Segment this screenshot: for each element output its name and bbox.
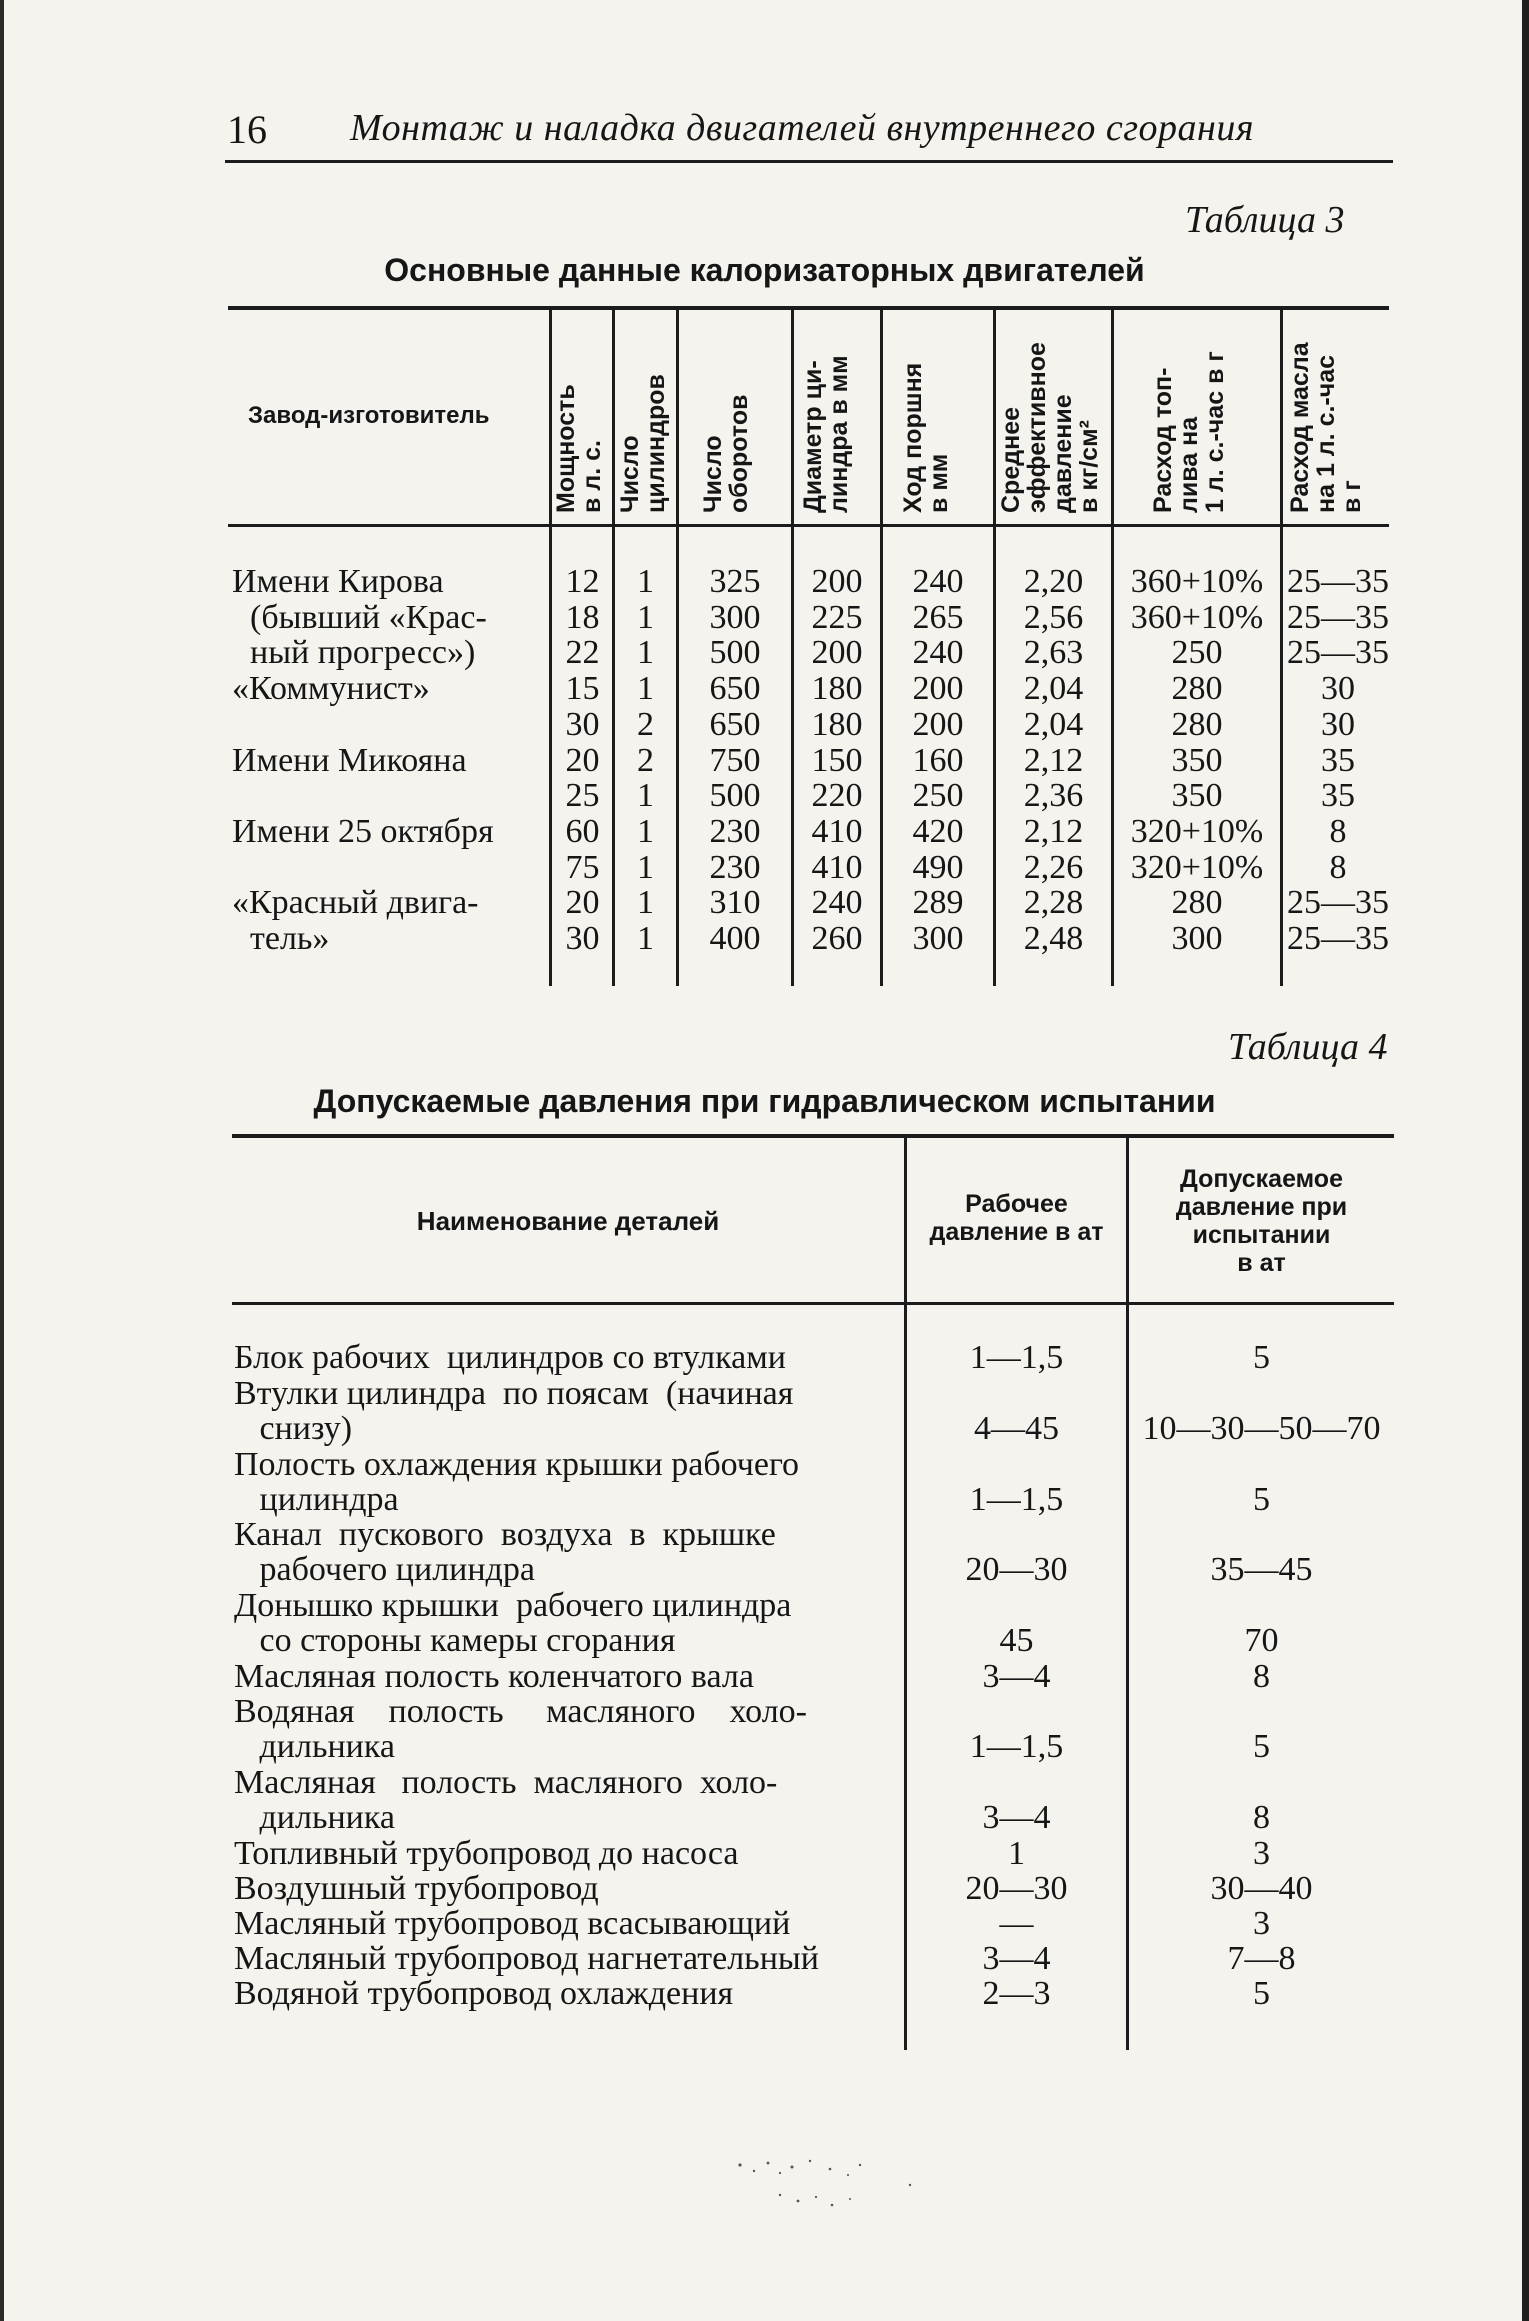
table4-test: 10—30—50—70 bbox=[1142, 1410, 1381, 1447]
manufacturer-line: «Коммунист» bbox=[232, 670, 430, 708]
table3-cell-oil: 25—35 bbox=[1287, 884, 1389, 922]
table3-cell-stroke: 240 bbox=[912, 634, 964, 672]
table4-part: Водяной трубопровод охлаждения bbox=[234, 1975, 734, 2012]
table3-cell-stroke: 420 bbox=[912, 812, 964, 850]
table4-working: 1—1,5 bbox=[969, 1481, 1064, 1518]
table3-cell-fuel: 320+10% bbox=[1130, 848, 1264, 886]
table3-cell-oil: 30 bbox=[1321, 670, 1355, 708]
table3-cell-pressure: 2,04 bbox=[1023, 670, 1084, 708]
table3-title: Основные данные калоризаторных двигателей bbox=[384, 252, 1145, 288]
manufacturer-line: Имени 25 октября bbox=[232, 812, 494, 850]
table3-cell-fuel: 280 bbox=[1171, 705, 1223, 743]
table3-header-oil: Расход масла на 1 л. с.-час в г bbox=[1286, 342, 1366, 513]
table3-header-rule bbox=[228, 524, 1389, 527]
table3-header-pressure: Среднее эффективное давление в кг/см² bbox=[997, 342, 1103, 513]
table4-test: 3 bbox=[1253, 1835, 1270, 1872]
table3-cell-fuel: 350 bbox=[1171, 741, 1223, 779]
table4-part: Донышко крышки рабочего цилиндра со стороны камеры сгорания bbox=[234, 1587, 792, 1659]
table3-cell-power: 30 bbox=[565, 920, 600, 957]
table3-label: Таблица 3 bbox=[1185, 199, 1345, 241]
table4-part: Полость охлаждения крышки рабочего цилиндра bbox=[234, 1446, 800, 1518]
table3-cell-fuel: 350 bbox=[1171, 777, 1223, 815]
table4-test: 8 bbox=[1253, 1658, 1270, 1695]
table3-cell-rpm: 300 bbox=[709, 598, 761, 636]
table3-cell-cylinders: 1 bbox=[637, 670, 654, 708]
table4-working: 1 bbox=[1008, 1835, 1025, 1872]
manufacturer-line: ный прогресс») bbox=[250, 634, 476, 672]
table4-working: 20—30 bbox=[965, 1551, 1068, 1588]
table4-test: 30—40 bbox=[1210, 1870, 1313, 1907]
table3-cell-fuel: 300 bbox=[1171, 920, 1223, 957]
table3-cell-stroke: 289 bbox=[912, 884, 964, 922]
table3-cell-stroke: 240 bbox=[912, 563, 964, 600]
table4-header-part: Наименование деталей bbox=[416, 1206, 720, 1236]
table3-cell-rpm: 500 bbox=[709, 777, 761, 815]
table3-cell-power: 18 bbox=[565, 598, 600, 636]
table3-cell-pressure: 2,63 bbox=[1023, 634, 1084, 672]
manufacturer-line: Имени Кирова bbox=[232, 563, 444, 600]
table4-working: — bbox=[999, 1905, 1034, 1942]
page-edge-left bbox=[0, 0, 4, 2321]
table4-test: 7—8 bbox=[1227, 1940, 1296, 1977]
table4-working: 1—1,5 bbox=[969, 1728, 1064, 1765]
table3-cell-fuel: 360+10% bbox=[1130, 563, 1264, 600]
table3-cell-oil: 35 bbox=[1321, 741, 1355, 779]
table3-cell-bore: 150 bbox=[811, 741, 863, 779]
table4-part: Воздушный трубопровод bbox=[234, 1870, 599, 1907]
table4-part: Топливный трубопровод до насоса bbox=[234, 1835, 739, 1872]
table4-header-test: Допускаемое давление при испытании в ат bbox=[1175, 1165, 1348, 1277]
table3-cell-oil: 8 bbox=[1329, 848, 1347, 886]
page-header bbox=[225, 100, 1393, 163]
table4-test: 70 bbox=[1244, 1622, 1279, 1659]
manufacturer-line: тель» bbox=[250, 920, 330, 957]
table3-cell-cylinders: 1 bbox=[637, 920, 654, 957]
table4-header-working: Рабочее давление в ат bbox=[929, 1190, 1104, 1246]
table4-working: 3—4 bbox=[982, 1658, 1051, 1695]
table3-header-manufacturer: Завод-изготовитель bbox=[248, 402, 490, 429]
table3-cell-stroke: 200 bbox=[912, 670, 964, 708]
table3-cell-fuel: 250 bbox=[1171, 634, 1223, 672]
table4-test: 5 bbox=[1253, 1975, 1270, 2012]
table3-cell-bore: 225 bbox=[811, 598, 863, 636]
table3-cell-rpm: 310 bbox=[709, 884, 761, 922]
table3-cell-rpm: 500 bbox=[709, 634, 761, 672]
table4-part: Водяная полость масляного холо- дильника bbox=[234, 1693, 807, 1765]
table3-cell-stroke: 490 bbox=[912, 848, 964, 886]
table4-test: 8 bbox=[1253, 1799, 1270, 1836]
table3-cell-power: 25 bbox=[565, 777, 600, 815]
table3-cell-pressure: 2,12 bbox=[1023, 741, 1084, 779]
table3-cell-fuel: 280 bbox=[1171, 884, 1223, 922]
table4-part: Канал пускового воздуха в крышке рабочего цилиндра bbox=[234, 1516, 776, 1588]
table3-cell-bore: 410 bbox=[811, 812, 863, 850]
table3-cell-cylinders: 1 bbox=[637, 848, 654, 886]
table3-cell-power: 75 bbox=[565, 848, 600, 886]
table3-cell-power: 20 bbox=[565, 741, 600, 779]
table3-cell-rpm: 750 bbox=[709, 741, 761, 779]
table3-cell-cylinders: 2 bbox=[637, 705, 654, 743]
table3-cell-rpm: 230 bbox=[709, 812, 761, 850]
table3-cell-cylinders: 1 bbox=[637, 563, 654, 600]
table3-cell-rpm: 230 bbox=[709, 848, 761, 886]
table3-cell-fuel: 320+10% bbox=[1130, 812, 1264, 850]
page-edge-right bbox=[1522, 0, 1529, 2321]
table4-label: Таблица 4 bbox=[1228, 1026, 1388, 1068]
table3-cell-oil: 30 bbox=[1321, 705, 1355, 743]
page-number: 16 bbox=[227, 107, 267, 152]
table4-working: 2—3 bbox=[982, 1975, 1051, 2012]
table3-cell-bore: 200 bbox=[811, 634, 863, 672]
table3-cell-oil: 35 bbox=[1321, 777, 1355, 815]
table3-cell-cylinders: 2 bbox=[637, 741, 654, 779]
table4-test: 5 bbox=[1253, 1728, 1270, 1765]
table3-cell-bore: 200 bbox=[811, 563, 863, 600]
table3-cell-oil: 25—35 bbox=[1287, 598, 1389, 636]
table3-header-rpm: Число оборотов bbox=[699, 394, 753, 513]
table3-cell-power: 12 bbox=[565, 563, 600, 600]
table3-header-cylinders: Число цилиндров bbox=[616, 374, 670, 513]
table3-cell-stroke: 200 bbox=[912, 705, 964, 743]
table3-cell-bore: 180 bbox=[811, 705, 863, 743]
table3-cell-power: 20 bbox=[565, 884, 600, 922]
table4-header-rule bbox=[232, 1302, 1394, 1305]
table3-cell-pressure: 2,20 bbox=[1023, 563, 1084, 600]
table3-cell-cylinders: 1 bbox=[637, 634, 654, 672]
table4-part: Масляный трубопровод нагнетательный bbox=[234, 1940, 819, 1977]
table3-cell-power: 30 bbox=[565, 705, 600, 743]
running-title: Монтаж и наладка двигателей внутреннего сгорания bbox=[350, 107, 1255, 149]
table3-cell-pressure: 2,26 bbox=[1023, 848, 1084, 886]
table3-cell-oil: 25—35 bbox=[1287, 920, 1389, 957]
table4-working: 3—4 bbox=[982, 1940, 1051, 1977]
table3-cell-bore: 180 bbox=[811, 670, 863, 708]
table4-title: Допускаемые давления при гидравлическом испытании bbox=[313, 1083, 1216, 1119]
table4-part: Масляный трубопровод всасывающий bbox=[234, 1905, 791, 1942]
table3-cell-oil: 8 bbox=[1329, 812, 1347, 850]
table3-cell-bore: 240 bbox=[811, 884, 863, 922]
manufacturer-line: «Красный двига- bbox=[232, 884, 479, 922]
table3-cell-rpm: 325 bbox=[709, 563, 761, 600]
table3-cell-bore: 220 bbox=[811, 777, 863, 815]
table3-cell-pressure: 2,28 bbox=[1023, 884, 1084, 922]
table3-cell-stroke: 160 bbox=[912, 741, 964, 779]
table3-cell-oil: 25—35 bbox=[1287, 634, 1389, 672]
table4-test: 3 bbox=[1253, 1905, 1270, 1942]
table3-cell-stroke: 250 bbox=[912, 777, 964, 815]
table4-part: Масляная полость коленчатого вала bbox=[234, 1658, 754, 1695]
table4-working: 45 bbox=[999, 1622, 1034, 1659]
table3-header-fuel: Расход топ- лива на 1 л. с.-час в г bbox=[1149, 351, 1229, 513]
table4-test: 5 bbox=[1253, 1481, 1270, 1518]
table4-test: 35—45 bbox=[1210, 1551, 1313, 1588]
table3-cell-power: 60 bbox=[565, 812, 600, 850]
table3-cell-stroke: 265 bbox=[912, 598, 964, 636]
table4-part: Втулки цилиндра по поясам (начиная снизу) bbox=[234, 1375, 794, 1447]
table4-part: Блок рабочих цилиндров со втулками bbox=[234, 1339, 786, 1376]
table4-top-rule bbox=[232, 1134, 1394, 1138]
table3-cell-bore: 260 bbox=[811, 920, 863, 957]
table3-cell-oil: 25—35 bbox=[1287, 563, 1389, 600]
table4-working: 4—45 bbox=[974, 1410, 1059, 1447]
table3-cell-rpm: 650 bbox=[709, 705, 761, 743]
table3-cell-cylinders: 1 bbox=[637, 598, 654, 636]
table3-cell-pressure: 2,04 bbox=[1023, 705, 1084, 743]
table3-cell-power: 15 bbox=[565, 670, 600, 708]
table3-cell-cylinders: 1 bbox=[637, 812, 654, 850]
table3-cell-stroke: 300 bbox=[912, 920, 964, 957]
table3-cell-pressure: 2,48 bbox=[1023, 920, 1084, 957]
table3-cell-rpm: 400 bbox=[709, 920, 761, 957]
table4-working: 20—30 bbox=[965, 1870, 1068, 1907]
table3-cell-power: 22 bbox=[565, 634, 600, 672]
table3-header-power: Мощность в л. с. bbox=[552, 384, 606, 513]
table3-cell-pressure: 2,12 bbox=[1023, 812, 1084, 850]
table3-cell-cylinders: 1 bbox=[637, 777, 654, 815]
table4-part: Масляная полость масляного холо- дильника bbox=[234, 1764, 778, 1836]
table3-cell-fuel: 280 bbox=[1171, 670, 1223, 708]
table3-cell-pressure: 2,56 bbox=[1023, 598, 1084, 636]
table3-cell-fuel: 360+10% bbox=[1130, 598, 1264, 636]
table3-cell-cylinders: 1 bbox=[637, 884, 654, 922]
print-specks bbox=[720, 2145, 970, 2225]
table4-working: 3—4 bbox=[982, 1799, 1051, 1836]
table3-header-bore: Диаметр ци- линдра в мм bbox=[799, 355, 853, 513]
table3-cell-rpm: 650 bbox=[709, 670, 761, 708]
manufacturer-line: (бывший «Крас- bbox=[250, 598, 487, 636]
table3-top-rule bbox=[228, 306, 1389, 310]
table3-header-stroke: Ход поршня в мм bbox=[899, 362, 953, 513]
manufacturer-line: Имени Микояна bbox=[232, 741, 467, 779]
table4-test: 5 bbox=[1253, 1339, 1270, 1376]
table3-cell-bore: 410 bbox=[811, 848, 863, 886]
table3-cell-pressure: 2,36 bbox=[1023, 777, 1084, 815]
table4-working: 1—1,5 bbox=[969, 1339, 1064, 1376]
